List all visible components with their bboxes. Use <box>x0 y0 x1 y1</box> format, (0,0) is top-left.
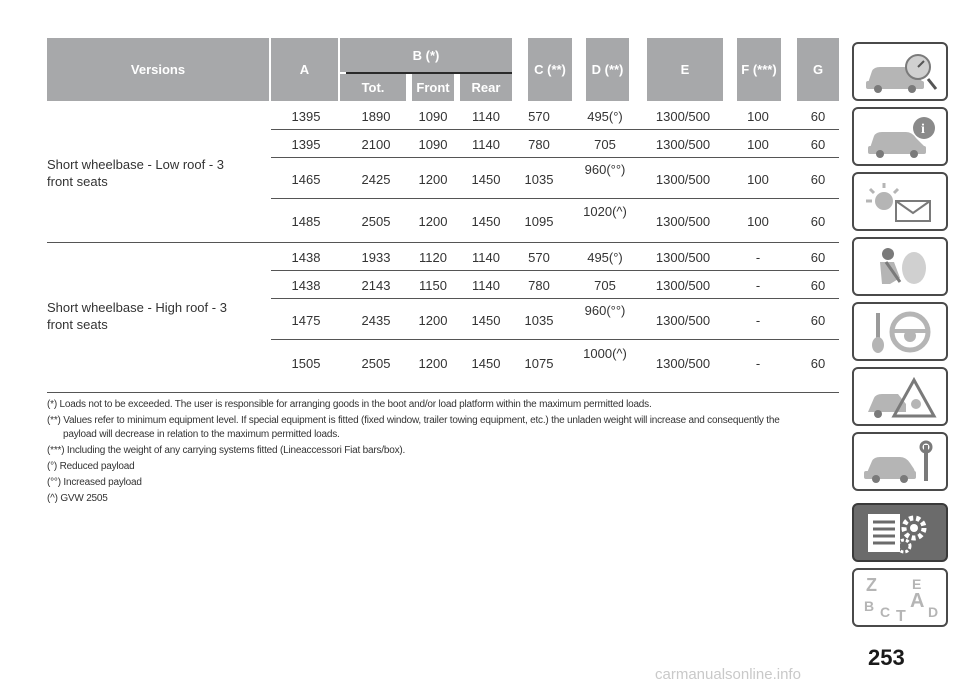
cell-e: 1300/500 <box>655 214 711 229</box>
version-label: Short wheelbase - Low roof - 3 <box>47 157 225 172</box>
cell-e: 1300/500 <box>655 172 711 187</box>
watermark: carmanualsonline.info <box>655 666 801 683</box>
footnote: (°) Reduced payload <box>47 461 135 472</box>
header-a: A <box>271 38 338 101</box>
cell-e: 1300/500 <box>655 278 711 293</box>
cell-c: 570 <box>528 250 550 265</box>
cell-b-rear: 1450 <box>471 172 501 187</box>
cell-c: 570 <box>528 109 550 124</box>
svg-text:A: A <box>910 589 925 612</box>
tab-emergency[interactable] <box>852 367 948 426</box>
cell-b-rear: 1140 <box>472 278 500 293</box>
cell-e: 1300/500 <box>655 356 711 371</box>
svg-text:Z: Z <box>866 574 877 595</box>
header-versions: Versions <box>47 38 269 101</box>
cell-b-front: 1120 <box>419 250 447 265</box>
version-label-line2: front seats <box>47 174 108 189</box>
cell-a: 1438 <box>291 278 321 293</box>
tab-index[interactable] <box>852 568 948 627</box>
version-label-line2: front seats <box>47 317 108 332</box>
row-divider <box>271 298 839 299</box>
cell-f: - <box>755 278 761 293</box>
steering-key-icon <box>860 309 940 355</box>
svg-text:E: E <box>912 575 922 592</box>
tab-dashboard[interactable] <box>852 42 948 101</box>
cell-g: 60 <box>810 278 826 293</box>
cell-a: 1475 <box>291 313 321 328</box>
tab-starting-driving[interactable] <box>852 302 948 361</box>
cell-b-front: 1150 <box>419 278 447 293</box>
cell-d: 1000(^) <box>583 346 627 361</box>
cell-g: 60 <box>810 214 826 229</box>
cell-f: - <box>755 313 761 328</box>
cell-f: 100 <box>747 214 769 229</box>
footnote: (*) Loads not to be exceeded. The user is responsible for arranging goods in the boot and/or load platform within the maximum permitted loads. <box>47 399 652 410</box>
cell-c: 780 <box>528 278 550 293</box>
footnote: (***) Including the weight of any carrying systems fitted (Lineaccessori Fiat bars/box). <box>47 445 406 456</box>
header-b-tot: Tot. <box>340 74 406 101</box>
car-dashboard-icon <box>860 49 940 95</box>
airbag-safety-icon <box>860 244 940 290</box>
row-divider <box>271 198 839 199</box>
header-e: E <box>647 38 723 101</box>
page-number: 253 <box>868 645 905 670</box>
cell-b-tot: 2143 <box>361 278 391 293</box>
cell-d: 705 <box>594 278 616 293</box>
cell-b-tot: 1890 <box>361 109 391 124</box>
svg-text:B: B <box>864 597 875 614</box>
cell-b-tot: 2505 <box>361 356 391 371</box>
cell-a: 1395 <box>291 109 321 124</box>
cell-e: 1300/500 <box>655 313 711 328</box>
table-bottom-rule <box>47 392 839 393</box>
tab-safety[interactable] <box>852 237 948 296</box>
breakdown-icon <box>860 374 940 420</box>
cell-e: 1300/500 <box>655 137 711 152</box>
cell-d: 960(°°) <box>584 162 626 177</box>
cell-f: - <box>755 356 761 371</box>
cell-b-front: 1090 <box>418 137 448 152</box>
svg-text:D: D <box>928 603 939 620</box>
cell-b-rear: 1140 <box>472 137 500 152</box>
footnote: (°°) Increased payload <box>47 477 142 488</box>
cell-g: 60 <box>810 356 826 371</box>
header-b-rear: Rear <box>460 74 512 101</box>
svg-text:T: T <box>896 607 906 621</box>
car-info-icon <box>860 114 940 160</box>
svg-text:i: i <box>921 121 925 137</box>
cell-c: 1075 <box>524 356 554 371</box>
cell-a: 1505 <box>291 356 321 371</box>
header-b-front: Front <box>412 74 454 101</box>
tab-car-info[interactable] <box>852 107 948 166</box>
cell-a: 1485 <box>291 214 321 229</box>
header-c: C (**) <box>528 38 572 101</box>
cell-c: 780 <box>528 137 550 152</box>
cell-f: 100 <box>747 172 769 187</box>
header-f: F (***) <box>737 38 781 101</box>
cell-b-tot: 2505 <box>361 214 391 229</box>
footnotes <box>47 398 837 508</box>
cell-f: 100 <box>747 137 769 152</box>
row-divider <box>271 129 839 130</box>
maintenance-icon <box>860 439 940 485</box>
cell-g: 60 <box>810 172 826 187</box>
cell-b-rear: 1450 <box>471 313 501 328</box>
row-divider <box>271 270 839 271</box>
footnote: (^) GVW 2505 <box>47 493 108 504</box>
cell-b-front: 1200 <box>418 356 448 371</box>
header-d: D (**) <box>586 38 629 101</box>
cell-b-front: 1090 <box>418 109 448 124</box>
cell-b-tot: 1933 <box>361 250 391 265</box>
cell-b-rear: 1140 <box>472 250 500 265</box>
svg-text:C: C <box>880 603 891 620</box>
cell-a: 1438 <box>291 250 321 265</box>
tab-maintenance[interactable] <box>852 432 948 491</box>
header-b: B (*) <box>340 38 512 72</box>
cell-d: 495(°) <box>587 250 623 265</box>
cell-g: 60 <box>810 137 826 152</box>
header-g: G <box>797 38 839 101</box>
technical-data-icon <box>860 510 940 556</box>
cell-b-front: 1200 <box>418 172 448 187</box>
cell-b-tot: 2435 <box>361 313 391 328</box>
cell-a: 1395 <box>291 137 321 152</box>
cell-c: 1095 <box>524 214 554 229</box>
tab-technical-data[interactable] <box>852 503 948 562</box>
cell-e: 1300/500 <box>655 109 711 124</box>
cell-f: - <box>755 250 761 265</box>
cell-b-rear: 1140 <box>472 109 500 124</box>
group-divider <box>47 242 839 243</box>
cell-a: 1465 <box>291 172 321 187</box>
row-divider <box>271 339 839 340</box>
cell-g: 60 <box>810 250 826 265</box>
cell-c: 1035 <box>524 172 554 187</box>
cell-b-front: 1200 <box>418 214 448 229</box>
footnote: (**) Values refer to minimum equipment level. If special equipment is fitted (fixed window, trailer towing equipment, etc.) the unladen weight will increase and consequently the <box>47 415 780 426</box>
cell-d: 1020(^) <box>583 204 627 219</box>
cell-f: 100 <box>747 109 769 124</box>
cell-d: 705 <box>594 137 616 152</box>
cell-b-tot: 2425 <box>361 172 391 187</box>
version-label: Short wheelbase - High roof - 3 <box>47 300 227 315</box>
index-icon <box>860 575 940 621</box>
cell-b-front: 1200 <box>418 313 448 328</box>
row-divider <box>271 157 839 158</box>
tab-warning-lights[interactable] <box>852 172 948 231</box>
footnote-continuation: payload will decrease in relation to the maximum permitted loads. <box>63 429 340 440</box>
cell-c: 1035 <box>524 313 554 328</box>
cell-b-rear: 1450 <box>471 214 501 229</box>
cell-d: 495(°) <box>587 109 623 124</box>
cell-g: 60 <box>810 109 826 124</box>
cell-e: 1300/500 <box>655 250 711 265</box>
cell-d: 960(°°) <box>584 303 626 318</box>
cell-b-tot: 2100 <box>361 137 391 152</box>
cell-b-rear: 1450 <box>471 356 501 371</box>
cell-g: 60 <box>810 313 826 328</box>
warning-lights-icon <box>860 179 940 225</box>
